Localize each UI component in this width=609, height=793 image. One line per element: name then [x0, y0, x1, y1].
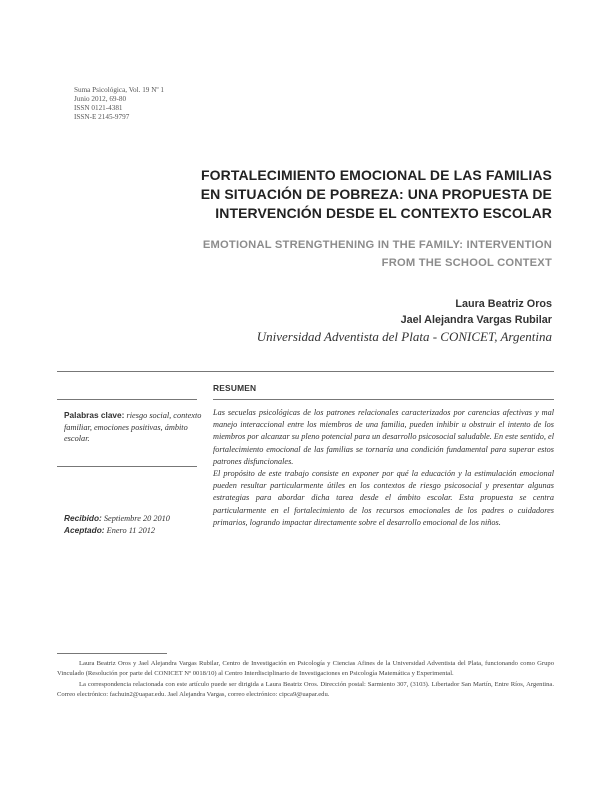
accepted-date: [64, 525, 204, 537]
footnote-correspondence: La correspondencia relacionada con este artículo puede ser dirigida a Laura Beatriz Oros. Dirección postal: Sarmiento 307, (3103). Libertador San Martín, Entre Ríos, Argentina. Correo electrónico: fachuin2@uapar.edu. Jael Alejandra Vargas, correo electrónico: cipca9@uapar.edu.: [57, 680, 554, 699]
journal-date-pages: Junio 2012, 69-80: [74, 95, 127, 103]
journal-issn-e: ISSN-E 2145-9797: [74, 113, 130, 121]
footnote-affiliation: Laura Beatriz Oros y Jael Alejandra Vargas Rubilar, Centro de Investigación en Psicología y Ciencias Afines de la Universidad Adventista del Plata, funcionando como Grupo Vinculado (Resolución por parte del CONICET Nº 0018/10) al Centro Interdisciplinario de Investigaciones en Psicología Matemática y Experimental.: [57, 660, 554, 678]
title-en-line: FROM THE SCHOOL CONTEXT: [381, 257, 552, 269]
title-es-line: INTERVENCIÓN DESDE EL CONTEXTO ESCOLAR: [215, 205, 552, 221]
footnote-divider: [57, 653, 167, 654]
title-spanish: [92, 166, 552, 223]
affiliation: Universidad Adventista del Plata - CONICET, Argentina: [256, 329, 552, 344]
author-name: Jael Alejandra Vargas Rubilar: [400, 314, 552, 326]
dates-block: [64, 513, 204, 536]
abstract-paragraph: Las secuelas psicológicas de los patrones relacionales caracterizados por carencias afectivas y mal manejo interaccional entre los miembros de una familia, pueden inhibir u obstruir el intento de los miembros por alcanzar su pleno potencial para un desarrollo psicosocial saludable. En este sentido, el fortalecimiento emocional de las familias se tornaría una condición fundamental para superar estos patrones disfuncionales.: [213, 408, 554, 466]
footnotes: [57, 659, 554, 701]
title-es-line: FORTALECIMIENTO EMOCIONAL DE LAS FAMILIAS: [201, 167, 552, 183]
keywords-block: [64, 410, 204, 445]
received-date: [64, 513, 204, 525]
abstract: [213, 407, 554, 529]
title-es-line: EN SITUACIÓN DE POBREZA: UNA PROPUESTA DE: [200, 186, 552, 202]
authors: [401, 296, 552, 328]
received-value: Septiembre 20 2010: [103, 514, 170, 523]
title-english: [92, 236, 552, 272]
journal-volume: Suma Psicológica, Vol. 19 Nº 1: [74, 86, 165, 94]
keywords-text: riesgo social, contexto familiar, emociones positivas, ámbito escolar.: [64, 411, 202, 443]
resumen-divider: [213, 399, 554, 400]
received-label: Recibido:: [64, 513, 102, 523]
title-en-line: EMOTIONAL STRENGTHENING IN THE FAMILY: INTERVENTION: [202, 239, 552, 251]
abstract-paragraph: El propósito de este trabajo consiste en exponer por qué la educación y la estimulación emocional pueden resultar particularmente útiles en los contextos de riesgo psicosocial y presentar algunas estrategias para abordar dicha tarea desde el ámbito escolar. Esta propuesta se centra particularmente en el fortalecimiento de los recursos emocionales de los padres o cuidadores primarios, logrando impactar directamente sobre el desarrollo emocional de los niños.: [213, 469, 554, 527]
journal-info: [74, 86, 164, 122]
accepted-label: Aceptado:: [64, 524, 105, 535]
journal-issn: ISSN 0121-4381: [74, 104, 123, 112]
sidebar-divider: [57, 399, 197, 400]
accepted-value: Enero 11 2012: [106, 525, 156, 535]
resumen-heading: RESUMEN: [213, 383, 257, 393]
keywords-label: Palabras clave:: [64, 410, 125, 420]
author-name: Laura Beatriz Oros: [455, 298, 552, 310]
section-divider: [57, 371, 554, 372]
sidebar-divider: [57, 466, 197, 467]
